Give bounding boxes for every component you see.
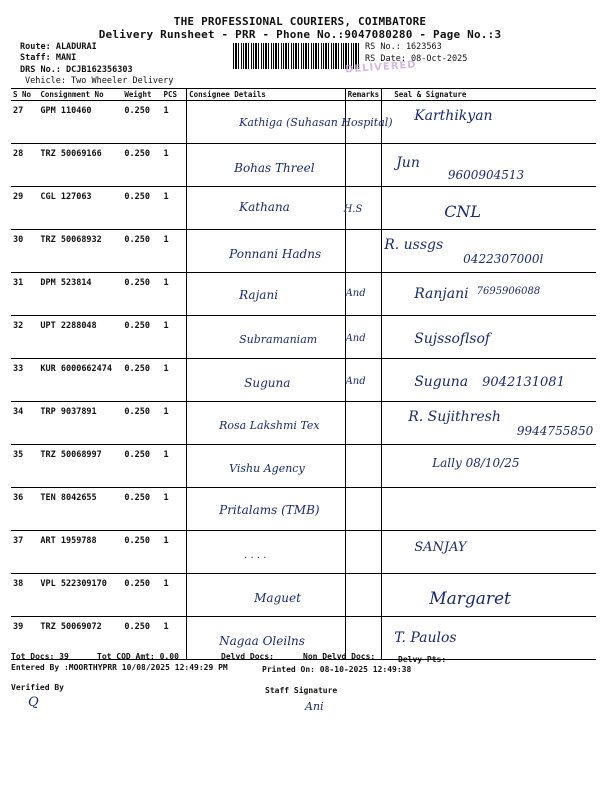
signature-handwriting: R. ussgs [384,237,444,253]
delivery-points: Delvy Pts: [398,655,447,664]
row-pcs: 1 [161,574,186,617]
table-row [11,187,596,230]
row-consignment: TRZ 50068932 [38,230,122,273]
total-cod: Tot COD Amt: 0.00 [97,652,179,661]
col-remarks: Remarks [345,89,382,101]
row-sno: 36 [11,488,38,531]
vehicle-label: Vehicle: Two Wheeler Delivery [25,76,174,86]
table-row [11,359,596,402]
remarks-handwriting: And [345,333,366,344]
row-consignment: DPM 523814 [38,273,122,316]
phone-handwriting: 9944755850 [516,424,594,438]
row-sno: 38 [11,574,38,617]
row-sno: 33 [11,359,38,402]
col-consignment: Consignment No [38,89,122,101]
row-pcs: 1 [161,187,186,230]
staff-signature: Ani [305,700,324,713]
consignee-handwriting: Suguna [244,376,291,390]
row-consignment: TRZ 50069166 [38,144,122,187]
row-pcs: 1 [161,488,186,531]
company-title: THE PROFESSIONAL COURIERS, COIMBATORE [173,15,427,28]
row-sno: 29 [11,187,38,230]
rs-date: RS Date: 08-Oct-2025 [365,54,468,64]
row-pcs: 1 [161,359,186,402]
row-weight: 0.250 [122,273,161,316]
staff-label: Staff: MANI [20,53,77,63]
table-row [11,445,596,488]
consignee-handwriting: Bohas Threel [234,161,315,175]
table-row [11,144,596,187]
row-consignment: TRP 9037891 [38,402,122,445]
row-weight: 0.250 [122,617,161,660]
verified-signature: Q [28,695,39,710]
row-consignment: CGL 127063 [38,187,122,230]
row-sno: 34 [11,402,38,445]
table-row [11,402,596,445]
phone-handwriting: 9600904513 [447,168,525,182]
rs-number: RS No.: 1623563 [365,42,442,52]
row-consignment: ART 1959788 [38,531,122,574]
route-label: Route: ALADURAI [20,42,97,52]
delivered-docs: Delvd Docs: [221,652,274,661]
non-delivered-docs: Non Delvd Docs: [303,652,376,661]
remarks-handwriting: And [345,376,366,387]
signature-handwriting: Margaret [429,589,511,609]
table-row [11,273,596,316]
row-consignment: VPL 522309170 [38,574,122,617]
signature-handwriting: SANJAY [414,540,467,555]
row-weight: 0.250 [122,187,161,230]
total-docs: Tot Docs: 39 [11,652,69,661]
consignee-handwriting: Pritalams (TMB) [219,503,320,517]
consignee-handwriting: Ponnani Hadns [229,247,322,261]
row-weight: 0.250 [122,488,161,531]
col-pcs: PCS [161,89,186,101]
col-weight: Weight [122,89,161,101]
table-row [11,574,596,617]
row-sno: 39 [11,617,38,660]
row-weight: 0.250 [122,531,161,574]
consignee-handwriting: Subramaniam [239,333,318,346]
table-row [11,230,596,273]
remarks-handwriting: H.S [343,204,363,215]
delivered-stamp: DELIVERED [344,59,417,76]
row-consignment: TRZ 50069072 [38,617,122,660]
signature-handwriting: Lally 08/10/25 [432,456,520,470]
row-weight: 0.250 [122,445,161,488]
row-sno: 32 [11,316,38,359]
col-consignee: Consignee Details [187,89,345,101]
consignee-handwriting: Rajani [239,288,279,302]
phone-handwriting: 0422307000l [463,252,544,266]
row-consignment: TEN 8042655 [38,488,122,531]
barcode-image [233,43,360,69]
row-consignment: TRZ 50068997 [38,445,122,488]
verified-by-label: Verified By [11,683,64,692]
row-pcs: 1 [161,445,186,488]
consignee-handwriting: Kathiga (Suhasan Hospital) [239,116,393,129]
row-sno: 28 [11,144,38,187]
row-consignment: GPM 110460 [38,101,122,144]
table-row [11,531,596,574]
row-pcs: 1 [161,230,186,273]
consignee-handwriting: Nagaa Oleilns [219,634,305,648]
table-header-row [11,89,596,101]
row-pcs: 1 [161,316,186,359]
signature-handwriting: T. Paulos [394,630,457,646]
signature-handwriting: Jun [396,155,420,171]
signature-handwriting: Ranjani [414,286,469,302]
consignee-handwriting: . . . . [244,550,267,561]
row-sno: 35 [11,445,38,488]
row-sno: 37 [11,531,38,574]
signature-handwriting: CNL [444,202,482,221]
col-seal: Seal & Signature [382,89,596,101]
phone-handwriting: 9042131081 [482,375,565,390]
drs-number: DRS No.: DCJB162356303 [20,65,133,75]
consignee-handwriting: Rosa Lakshmi Tex [219,419,320,432]
row-weight: 0.250 [122,230,161,273]
row-weight: 0.250 [122,101,161,144]
row-consignment: KUR 6000662474 [38,359,122,402]
signature-handwriting: Suguna [414,374,469,390]
row-weight: 0.250 [122,359,161,402]
signature-handwriting: Karthikyan [414,108,493,124]
signature-handwriting: R. Sujithresh [408,409,501,425]
row-pcs: 1 [161,531,186,574]
row-pcs: 1 [161,144,186,187]
entered-by: Entered By :MOORTHYPRR 10/08/2025 12:49:29 PM [11,663,228,672]
row-pcs: 1 [161,402,186,445]
row-sno: 30 [11,230,38,273]
signature-handwriting: Sujssoflsof [414,331,491,347]
runsheet-subtitle: Delivery Runsheet - PRR - Phone No.:9047080280 - Page No.:3 [98,28,502,41]
table-row [11,316,596,359]
consignee-handwriting: Kathana [239,200,290,214]
printed-on: Printed On: 08-10-2025 12:49:38 [262,665,412,674]
row-weight: 0.250 [122,316,161,359]
row-pcs: 1 [161,617,186,660]
phone-handwriting: 7695906088 [476,286,541,297]
row-sno: 31 [11,273,38,316]
remarks-handwriting: And [345,288,366,299]
table-row [11,101,596,144]
row-pcs: 1 [161,273,186,316]
row-consignment: UPT 2288048 [38,316,122,359]
table-row [11,488,596,531]
col-sno: S No [11,89,38,101]
consignee-handwriting: Vishu Agency [229,462,305,475]
row-pcs: 1 [161,101,186,144]
row-weight: 0.250 [122,574,161,617]
consignee-handwriting: Maguet [254,591,301,605]
row-weight: 0.250 [122,144,161,187]
row-weight: 0.250 [122,402,161,445]
runsheet-table [11,88,596,660]
staff-signature-label: Staff Signature [265,686,338,695]
row-sno: 27 [11,101,38,144]
